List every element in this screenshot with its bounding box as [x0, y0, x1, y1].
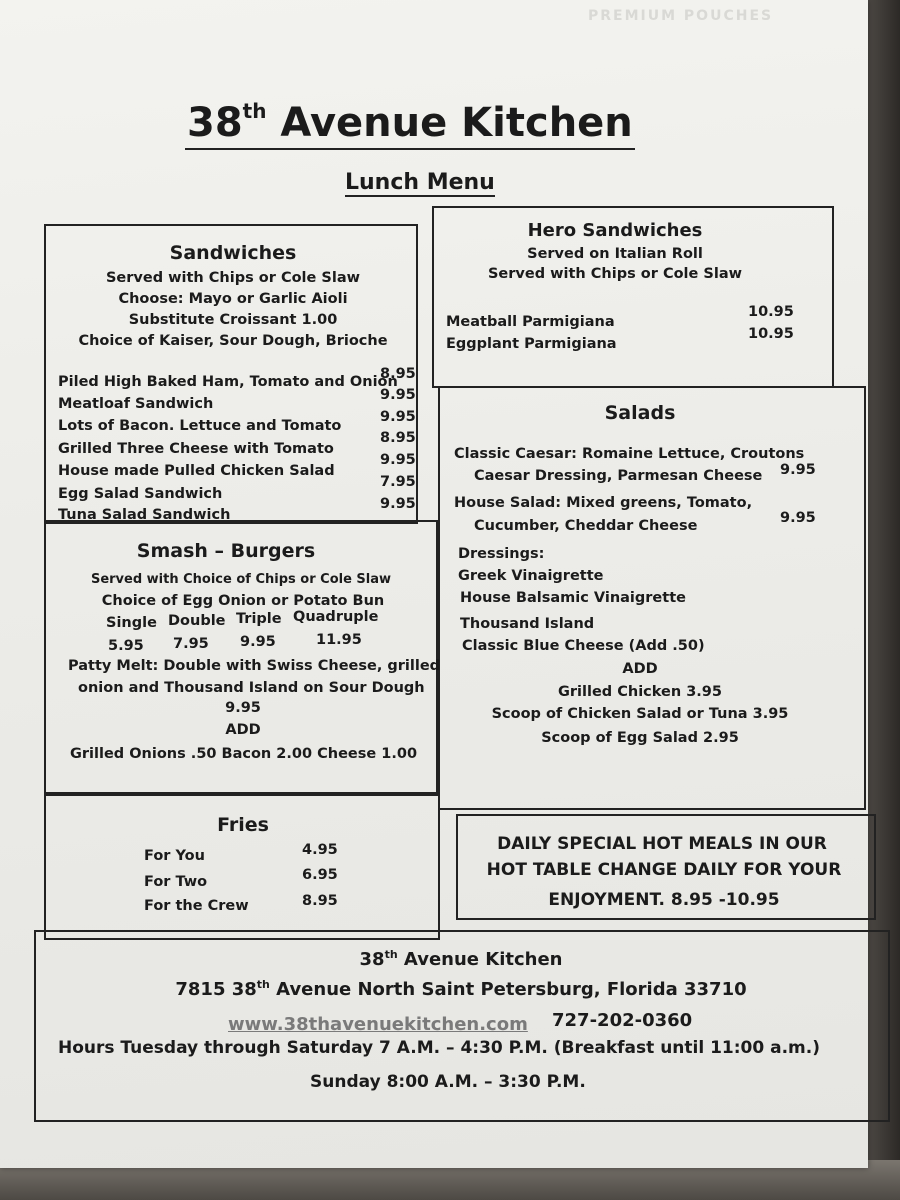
watermark-top: PREMIUM POUCHES	[588, 8, 774, 24]
menu-item-price: 10.95	[748, 304, 794, 320]
menu-item-name: Eggplant Parmigiana	[446, 336, 617, 352]
menu-item-name: Egg Salad Sandwich	[58, 486, 223, 502]
salads-heading: Salads	[604, 402, 676, 424]
fries-heading: Fries	[217, 814, 269, 836]
footer-restaurant-name: 38th Avenue Kitchen	[359, 948, 563, 970]
hero-note: Served on Italian Roll	[527, 246, 703, 262]
menu-item-name: Tuna Salad Sandwich	[58, 507, 231, 523]
burger-size-price: 5.95	[108, 638, 144, 654]
footer-website-link[interactable]: www.38thavenuekitchen.com	[228, 1014, 528, 1035]
menu-item-price: 9.95	[380, 387, 416, 403]
salads-add-item: Grilled Chicken 3.95	[558, 684, 722, 700]
burger-size-price: 9.95	[240, 634, 276, 650]
page-title: 38th Avenue Kitchen	[185, 100, 635, 150]
dressing-item: Thousand Island	[460, 616, 595, 632]
salad-caesar-line: Classic Caesar: Romaine Lettuce, Croutons	[454, 446, 805, 462]
menu-item-name: For Two	[144, 874, 208, 890]
burger-size-price: 11.95	[316, 632, 362, 648]
menu-item-price: 8.95	[302, 893, 338, 909]
sandwiches-note: Served with Chips or Cole Slaw	[105, 270, 360, 286]
sandwiches-section	[44, 224, 418, 524]
special-line: ENJOYMENT. 8.95 -10.95	[548, 890, 780, 910]
hero-sandwiches-section	[432, 206, 834, 388]
burger-size-label: Single	[106, 615, 157, 631]
menu-item-price: 9.95	[380, 496, 416, 512]
smash-burgers-section	[44, 520, 441, 794]
menu-item-name: For You	[144, 848, 205, 864]
burgers-add-label: ADD	[225, 722, 261, 738]
patty-melt-price: 9.95	[225, 700, 261, 716]
footer-info-box	[34, 930, 890, 1122]
menu-item-price: 9.95	[380, 409, 416, 425]
salad-house-line: Cucumber, Cheddar Cheese	[474, 518, 698, 534]
patty-melt-line: onion and Thousand Island on Sour Dough	[78, 680, 425, 696]
menu-item-price: 9.95	[380, 452, 416, 468]
menu-item-price: 10.95	[748, 326, 794, 342]
daily-special-box	[456, 814, 876, 920]
menu-item-name: Grilled Three Cheese with Tomato	[58, 441, 334, 457]
burgers-add-line: Grilled Onions .50 Bacon 2.00 Cheese 1.00	[70, 746, 418, 762]
footer-hours: Sunday 8:00 A.M. – 3:30 P.M.	[310, 1072, 586, 1092]
footer-hours: Hours Tuesday through Saturday 7 A.M. – 4:30 P.M. (Breakfast until 11:00 a.m.)	[58, 1038, 820, 1058]
burgers-note: Choice of Egg Onion or Potato Bun	[101, 593, 385, 609]
menu-item-price: 6.95	[302, 867, 338, 883]
menu-subtitle: Lunch Menu	[345, 170, 495, 195]
dressings-label: Dressings:	[458, 546, 545, 562]
menu-item-price: 7.95	[380, 474, 416, 490]
footer-address: 7815 38th Avenue North Saint Petersburg, Florida 33710	[175, 978, 747, 1000]
salad-house-line: House Salad: Mixed greens, Tomato,	[454, 495, 753, 511]
salad-caesar-line: Caesar Dressing, Parmesan Cheese	[474, 468, 763, 484]
burger-size-label: Double	[168, 613, 226, 629]
salads-add-item: Scoop of Chicken Salad or Tuna 3.95	[491, 706, 789, 722]
menu-item-price: 8.95	[380, 366, 416, 382]
salads-add-label: ADD	[622, 661, 658, 677]
patty-melt-line: Patty Melt: Double with Swiss Cheese, grilled	[68, 658, 441, 674]
fries-section	[44, 794, 440, 940]
burgers-note: Served with Choice of Chips or Cole Slaw	[90, 572, 392, 587]
special-line: HOT TABLE CHANGE DAILY FOR YOUR	[486, 860, 842, 880]
sandwiches-note: Substitute Croissant 1.00	[128, 312, 338, 328]
menu-item-price: 9.95	[780, 462, 816, 478]
sandwiches-note: Choice of Kaiser, Sour Dough, Brioche	[78, 333, 388, 349]
menu-item-name: Piled High Baked Ham, Tomato and Onion	[58, 374, 398, 390]
burgers-heading: Smash – Burgers	[136, 540, 316, 562]
menu-item-name: For the Crew	[144, 898, 249, 914]
hero-note: Served with Chips or Cole Slaw	[487, 266, 742, 282]
menu-item-price: 9.95	[780, 510, 816, 526]
menu-item-name: Lots of Bacon. Lettuce and Tomato	[58, 418, 342, 434]
salads-add-item: Scoop of Egg Salad 2.95	[541, 730, 739, 746]
menu-item-name: Meatloaf Sandwich	[58, 396, 214, 412]
burger-size-price: 7.95	[173, 636, 209, 652]
special-line: DAILY SPECIAL HOT MEALS IN OUR	[497, 834, 827, 854]
hero-heading: Hero Sandwiches	[527, 220, 703, 241]
footer-phone: 727-202-0360	[552, 1010, 693, 1031]
menu-item-price: 8.95	[380, 430, 416, 446]
menu-item-name: Meatball Parmigiana	[446, 314, 615, 330]
menu-item-price: 4.95	[302, 842, 338, 858]
dressing-item: Greek Vinaigrette	[458, 568, 604, 584]
sandwiches-heading: Sandwiches	[169, 242, 297, 264]
salads-section	[438, 386, 866, 810]
sandwiches-note: Choose: Mayo or Garlic Aioli	[118, 291, 348, 307]
dressing-item: Classic Blue Cheese (Add .50)	[462, 638, 705, 654]
burger-size-label: Quadruple	[293, 609, 379, 625]
menu-item-name: House made Pulled Chicken Salad	[58, 463, 335, 479]
burger-size-label: Triple	[236, 611, 282, 627]
dressing-item: House Balsamic Vinaigrette	[460, 590, 686, 606]
